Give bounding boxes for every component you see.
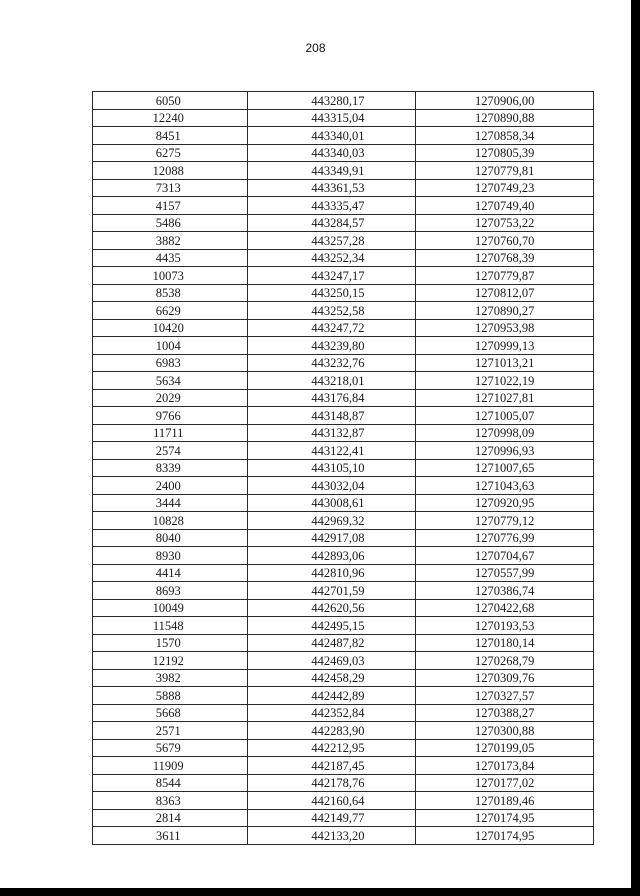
y-coordinate-cell: 1271007,65 [416, 459, 594, 477]
y-coordinate-cell: 1270268,79 [416, 652, 594, 670]
y-coordinate-cell: 1270760,70 [416, 232, 594, 250]
table-row [93, 547, 594, 565]
point-number-cell: 2571 [93, 722, 248, 740]
point-number-cell: 5634 [93, 372, 248, 390]
point-number-cell: 10828 [93, 512, 248, 530]
x-coordinate-cell: 442969,32 [248, 512, 416, 530]
y-coordinate-cell: 1270388,27 [416, 704, 594, 722]
x-coordinate-cell: 443257,28 [248, 232, 416, 250]
x-coordinate-cell: 442810,96 [248, 564, 416, 582]
point-number-cell: 12192 [93, 652, 248, 670]
table-row [93, 109, 594, 127]
table-row [93, 687, 594, 705]
x-coordinate-cell: 443105,10 [248, 459, 416, 477]
y-coordinate-cell: 1270557,99 [416, 564, 594, 582]
table-row [93, 792, 594, 810]
x-coordinate-cell: 443008,61 [248, 494, 416, 512]
x-coordinate-cell: 443335,47 [248, 197, 416, 215]
table-row [93, 442, 594, 460]
x-coordinate-cell: 443122,41 [248, 442, 416, 460]
table-row [93, 179, 594, 197]
table-row [93, 267, 594, 285]
table-row [93, 162, 594, 180]
y-coordinate-cell: 1270327,57 [416, 687, 594, 705]
x-coordinate-cell: 442352,84 [248, 704, 416, 722]
y-coordinate-cell: 1270890,88 [416, 109, 594, 127]
point-number-cell: 3882 [93, 232, 248, 250]
table-row [93, 564, 594, 582]
x-coordinate-cell: 442893,06 [248, 547, 416, 565]
table-row [93, 599, 594, 617]
table-row [93, 704, 594, 722]
table-row [93, 809, 594, 827]
point-number-cell: 5668 [93, 704, 248, 722]
table-row [93, 827, 594, 845]
x-coordinate-cell: 443250,15 [248, 284, 416, 302]
table-row [93, 634, 594, 652]
x-coordinate-cell: 443232,76 [248, 354, 416, 372]
point-number-cell: 3444 [93, 494, 248, 512]
y-coordinate-cell: 1270996,93 [416, 442, 594, 460]
y-coordinate-cell: 1270199,05 [416, 739, 594, 757]
point-number-cell: 6050 [93, 92, 248, 110]
table-row [93, 127, 594, 145]
x-coordinate-cell: 443280,17 [248, 92, 416, 110]
point-number-cell: 7313 [93, 179, 248, 197]
point-number-cell: 8040 [93, 529, 248, 547]
y-coordinate-cell: 1270386,74 [416, 582, 594, 600]
x-coordinate-cell: 442917,08 [248, 529, 416, 547]
y-coordinate-cell: 1270180,14 [416, 634, 594, 652]
table-row [93, 757, 594, 775]
x-coordinate-cell: 442187,45 [248, 757, 416, 775]
x-coordinate-cell: 442178,76 [248, 774, 416, 792]
table-row [93, 249, 594, 267]
point-number-cell: 4435 [93, 249, 248, 267]
point-number-cell: 2029 [93, 389, 248, 407]
point-number-cell: 8544 [93, 774, 248, 792]
point-number-cell: 8451 [93, 127, 248, 145]
table-row [93, 284, 594, 302]
y-coordinate-cell: 1271022,19 [416, 372, 594, 390]
table-row [93, 232, 594, 250]
table-row [93, 459, 594, 477]
coordinates-table [92, 91, 594, 845]
x-coordinate-cell: 443148,87 [248, 407, 416, 425]
point-number-cell: 4157 [93, 197, 248, 215]
point-number-cell: 9766 [93, 407, 248, 425]
y-coordinate-cell: 1270189,46 [416, 792, 594, 810]
y-coordinate-cell: 1270779,81 [416, 162, 594, 180]
point-number-cell: 11711 [93, 424, 248, 442]
point-number-cell: 2814 [93, 809, 248, 827]
y-coordinate-cell: 1270779,87 [416, 267, 594, 285]
x-coordinate-cell: 442442,89 [248, 687, 416, 705]
y-coordinate-cell: 1270779,12 [416, 512, 594, 530]
table-row [93, 477, 594, 495]
table-row [93, 774, 594, 792]
table-row [93, 372, 594, 390]
x-coordinate-cell: 442620,56 [248, 599, 416, 617]
x-coordinate-cell: 443218,01 [248, 372, 416, 390]
table-row [93, 652, 594, 670]
table-row [93, 354, 594, 372]
page-number: 208 [305, 41, 326, 55]
point-number-cell: 5486 [93, 214, 248, 232]
table-row [93, 424, 594, 442]
x-coordinate-cell: 442458,29 [248, 669, 416, 687]
table-row [93, 302, 594, 320]
x-coordinate-cell: 442283,90 [248, 722, 416, 740]
x-coordinate-cell: 442701,59 [248, 582, 416, 600]
x-coordinate-cell: 443349,91 [248, 162, 416, 180]
x-coordinate-cell: 443361,53 [248, 179, 416, 197]
y-coordinate-cell: 1270858,34 [416, 127, 594, 145]
y-coordinate-cell: 1270193,53 [416, 617, 594, 635]
y-coordinate-cell: 1271005,07 [416, 407, 594, 425]
x-coordinate-cell: 442149,77 [248, 809, 416, 827]
x-coordinate-cell: 442495,15 [248, 617, 416, 635]
point-number-cell: 10049 [93, 599, 248, 617]
table-row [93, 669, 594, 687]
table-row [93, 337, 594, 355]
point-number-cell: 8538 [93, 284, 248, 302]
point-number-cell: 8363 [93, 792, 248, 810]
point-number-cell: 3982 [93, 669, 248, 687]
y-coordinate-cell: 1270999,13 [416, 337, 594, 355]
table-row [93, 407, 594, 425]
point-number-cell: 1570 [93, 634, 248, 652]
y-coordinate-cell: 1271013,21 [416, 354, 594, 372]
x-coordinate-cell: 443340,03 [248, 144, 416, 162]
y-coordinate-cell: 1270704,67 [416, 547, 594, 565]
y-coordinate-cell: 1270768,39 [416, 249, 594, 267]
x-coordinate-cell: 442133,20 [248, 827, 416, 845]
y-coordinate-cell: 1270890,27 [416, 302, 594, 320]
y-coordinate-cell: 1270174,95 [416, 827, 594, 845]
point-number-cell: 11548 [93, 617, 248, 635]
x-coordinate-cell: 443132,87 [248, 424, 416, 442]
x-coordinate-cell: 443315,04 [248, 109, 416, 127]
y-coordinate-cell: 1270812,07 [416, 284, 594, 302]
x-coordinate-cell: 442487,82 [248, 634, 416, 652]
y-coordinate-cell: 1270753,22 [416, 214, 594, 232]
x-coordinate-cell: 443032,04 [248, 477, 416, 495]
y-coordinate-cell: 1270300,88 [416, 722, 594, 740]
y-coordinate-cell: 1270906,00 [416, 92, 594, 110]
point-number-cell: 10073 [93, 267, 248, 285]
point-number-cell: 8339 [93, 459, 248, 477]
x-coordinate-cell: 443284,57 [248, 214, 416, 232]
table-row [93, 319, 594, 337]
table-row [93, 722, 594, 740]
point-number-cell: 12088 [93, 162, 248, 180]
point-number-cell: 4414 [93, 564, 248, 582]
y-coordinate-cell: 1270422,68 [416, 599, 594, 617]
table-row [93, 529, 594, 547]
x-coordinate-cell: 443340,01 [248, 127, 416, 145]
point-number-cell: 12240 [93, 109, 248, 127]
point-number-cell: 5888 [93, 687, 248, 705]
point-number-cell: 6629 [93, 302, 248, 320]
y-coordinate-cell: 1270174,95 [416, 809, 594, 827]
point-number-cell: 8930 [93, 547, 248, 565]
x-coordinate-cell: 443252,34 [248, 249, 416, 267]
x-coordinate-cell: 442469,03 [248, 652, 416, 670]
table-row [93, 617, 594, 635]
x-coordinate-cell: 443252,58 [248, 302, 416, 320]
table-row [93, 144, 594, 162]
point-number-cell: 10420 [93, 319, 248, 337]
point-number-cell: 6983 [93, 354, 248, 372]
y-coordinate-cell: 1270749,23 [416, 179, 594, 197]
point-number-cell: 1004 [93, 337, 248, 355]
point-number-cell: 2574 [93, 442, 248, 460]
x-coordinate-cell: 443176,84 [248, 389, 416, 407]
table-row [93, 512, 594, 530]
table-row [93, 389, 594, 407]
point-number-cell: 3611 [93, 827, 248, 845]
x-coordinate-cell: 442212,95 [248, 739, 416, 757]
y-coordinate-cell: 1270173,84 [416, 757, 594, 775]
table-row [93, 582, 594, 600]
point-number-cell: 11909 [93, 757, 248, 775]
table-row [93, 197, 594, 215]
point-number-cell: 6275 [93, 144, 248, 162]
x-coordinate-cell: 443247,17 [248, 267, 416, 285]
x-coordinate-cell: 443239,80 [248, 337, 416, 355]
point-number-cell: 2400 [93, 477, 248, 495]
table-row [93, 214, 594, 232]
point-number-cell: 8693 [93, 582, 248, 600]
point-number-cell: 5679 [93, 739, 248, 757]
table-row [93, 739, 594, 757]
y-coordinate-cell: 1270920,95 [416, 494, 594, 512]
y-coordinate-cell: 1270309,76 [416, 669, 594, 687]
y-coordinate-cell: 1270805,39 [416, 144, 594, 162]
y-coordinate-cell: 1270998,09 [416, 424, 594, 442]
coordinates-table-body [93, 92, 594, 845]
table-row [93, 92, 594, 110]
y-coordinate-cell: 1270776,99 [416, 529, 594, 547]
table-row [93, 494, 594, 512]
x-coordinate-cell: 442160,64 [248, 792, 416, 810]
y-coordinate-cell: 1270953,98 [416, 319, 594, 337]
y-coordinate-cell: 1270749,40 [416, 197, 594, 215]
y-coordinate-cell: 1271027,81 [416, 389, 594, 407]
y-coordinate-cell: 1270177,02 [416, 774, 594, 792]
x-coordinate-cell: 443247,72 [248, 319, 416, 337]
y-coordinate-cell: 1271043,63 [416, 477, 594, 495]
